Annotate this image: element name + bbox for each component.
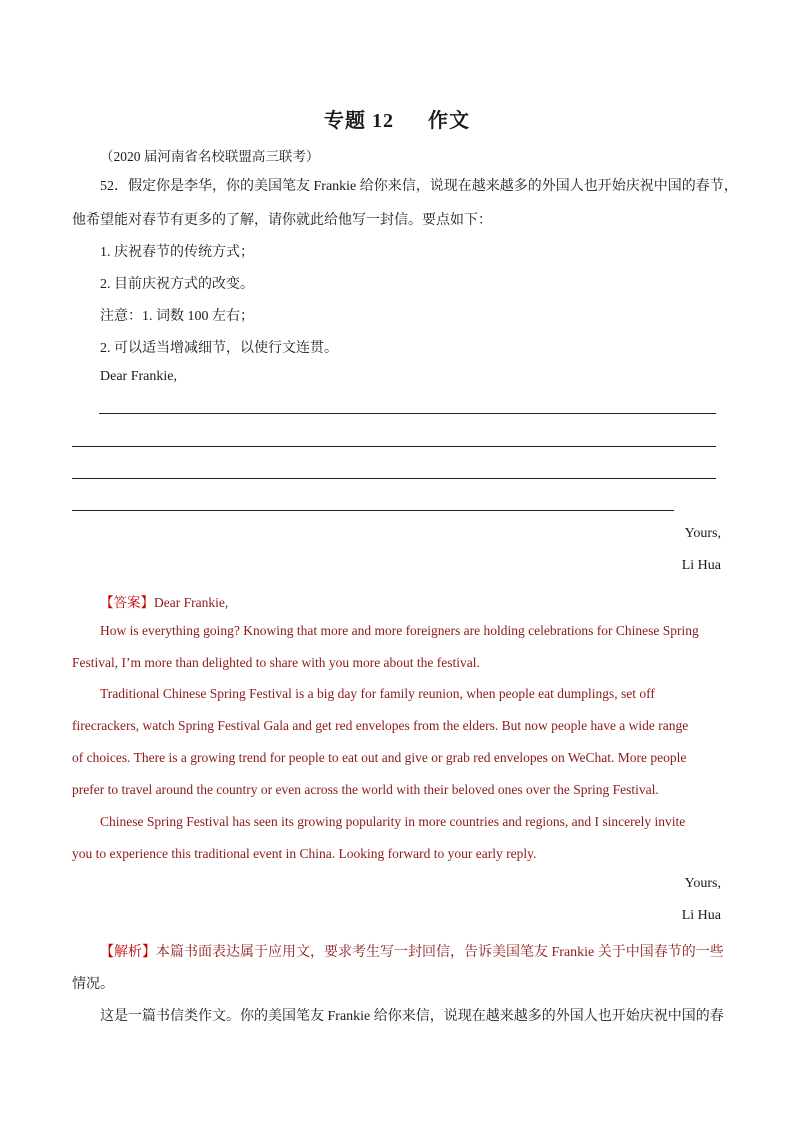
analysis-line-3: 这是一篇书信类作文。你的美国笔友 Frankie 给你来信，说现在越来越多的外国人也开始庆祝中国的春: [100, 1009, 724, 1024]
answer-line-1: How is everything going? Knowing that more and more foreigners are holding celebrations for Chinese Spring: [100, 623, 699, 638]
writing-line-1: [99, 413, 716, 414]
answer-line-8: you to experience this traditional event in China. Looking forward to your early reply.: [72, 846, 537, 861]
exam-source: （2020 届河南省名校联盟高三联考）: [100, 149, 320, 164]
analysis-line-1: 【解析】本篇书面表达属于应用文，要求考生写一封回信，告诉美国笔友 Frankie 关于中国春节的一些: [100, 945, 724, 960]
answer-line-6: prefer to travel around the country or even across the world with their beloved ones over the Spring Festival.: [72, 782, 659, 797]
answer-signature: Li Hua: [681, 908, 721, 923]
writing-line-3: [72, 478, 716, 479]
analysis-line-2: 情况。: [72, 977, 114, 992]
question-line-2: 他希望能对春节有更多的了解，请你就此给他写一封信。要点如下：: [72, 213, 492, 228]
question-signature: Li Hua: [681, 558, 721, 573]
question-line-1: 52．假定你是李华，你的美国笔友 Frankie 给你来信，说现在越来越多的外国人也开始庆祝中国的春节，: [100, 179, 738, 194]
answer-line-7: Chinese Spring Festival has seen its growing popularity in more countries and regions, and I sincerely invite: [100, 814, 686, 829]
answer-line-4: firecrackers, watch Spring Festival Gala and get red envelopes from the elders. But now people have a wide range: [72, 718, 689, 733]
answer-greeting: Dear Frankie,: [154, 595, 229, 610]
analysis-tag: 【解析】: [100, 945, 156, 960]
answer-line-3: Traditional Chinese Spring Festival is a big day for family reunion, when people eat dumplings, set off: [100, 686, 655, 701]
answer-line-2: Festival, I’m more than delighted to share with you more about the festival.: [72, 655, 480, 670]
note-line-1: 注意：1. 词数 100 左右；: [100, 309, 254, 324]
answer-closing: Yours,: [684, 876, 721, 891]
answer-heading: [100, 591, 228, 611]
page-title: 专题 12 作文: [324, 110, 470, 132]
writing-line-4: [72, 510, 674, 511]
question-greeting: Dear Frankie,: [100, 369, 177, 384]
question-closing: Yours,: [684, 526, 721, 541]
note-line-2: 2. 可以适当增减细节，以使行文连贯。: [100, 341, 338, 356]
requirement-point-1: 1. 庆祝春节的传统方式；: [100, 245, 254, 260]
answer-line-5: of choices. There is a growing trend for people to eat out and give or grab red envelopes on WeChat. More people: [72, 750, 687, 765]
writing-line-2: [72, 446, 716, 447]
answer-tag: 【答案】: [100, 595, 154, 610]
requirement-point-2: 2. 目前庆祝方式的改变。: [100, 277, 254, 292]
